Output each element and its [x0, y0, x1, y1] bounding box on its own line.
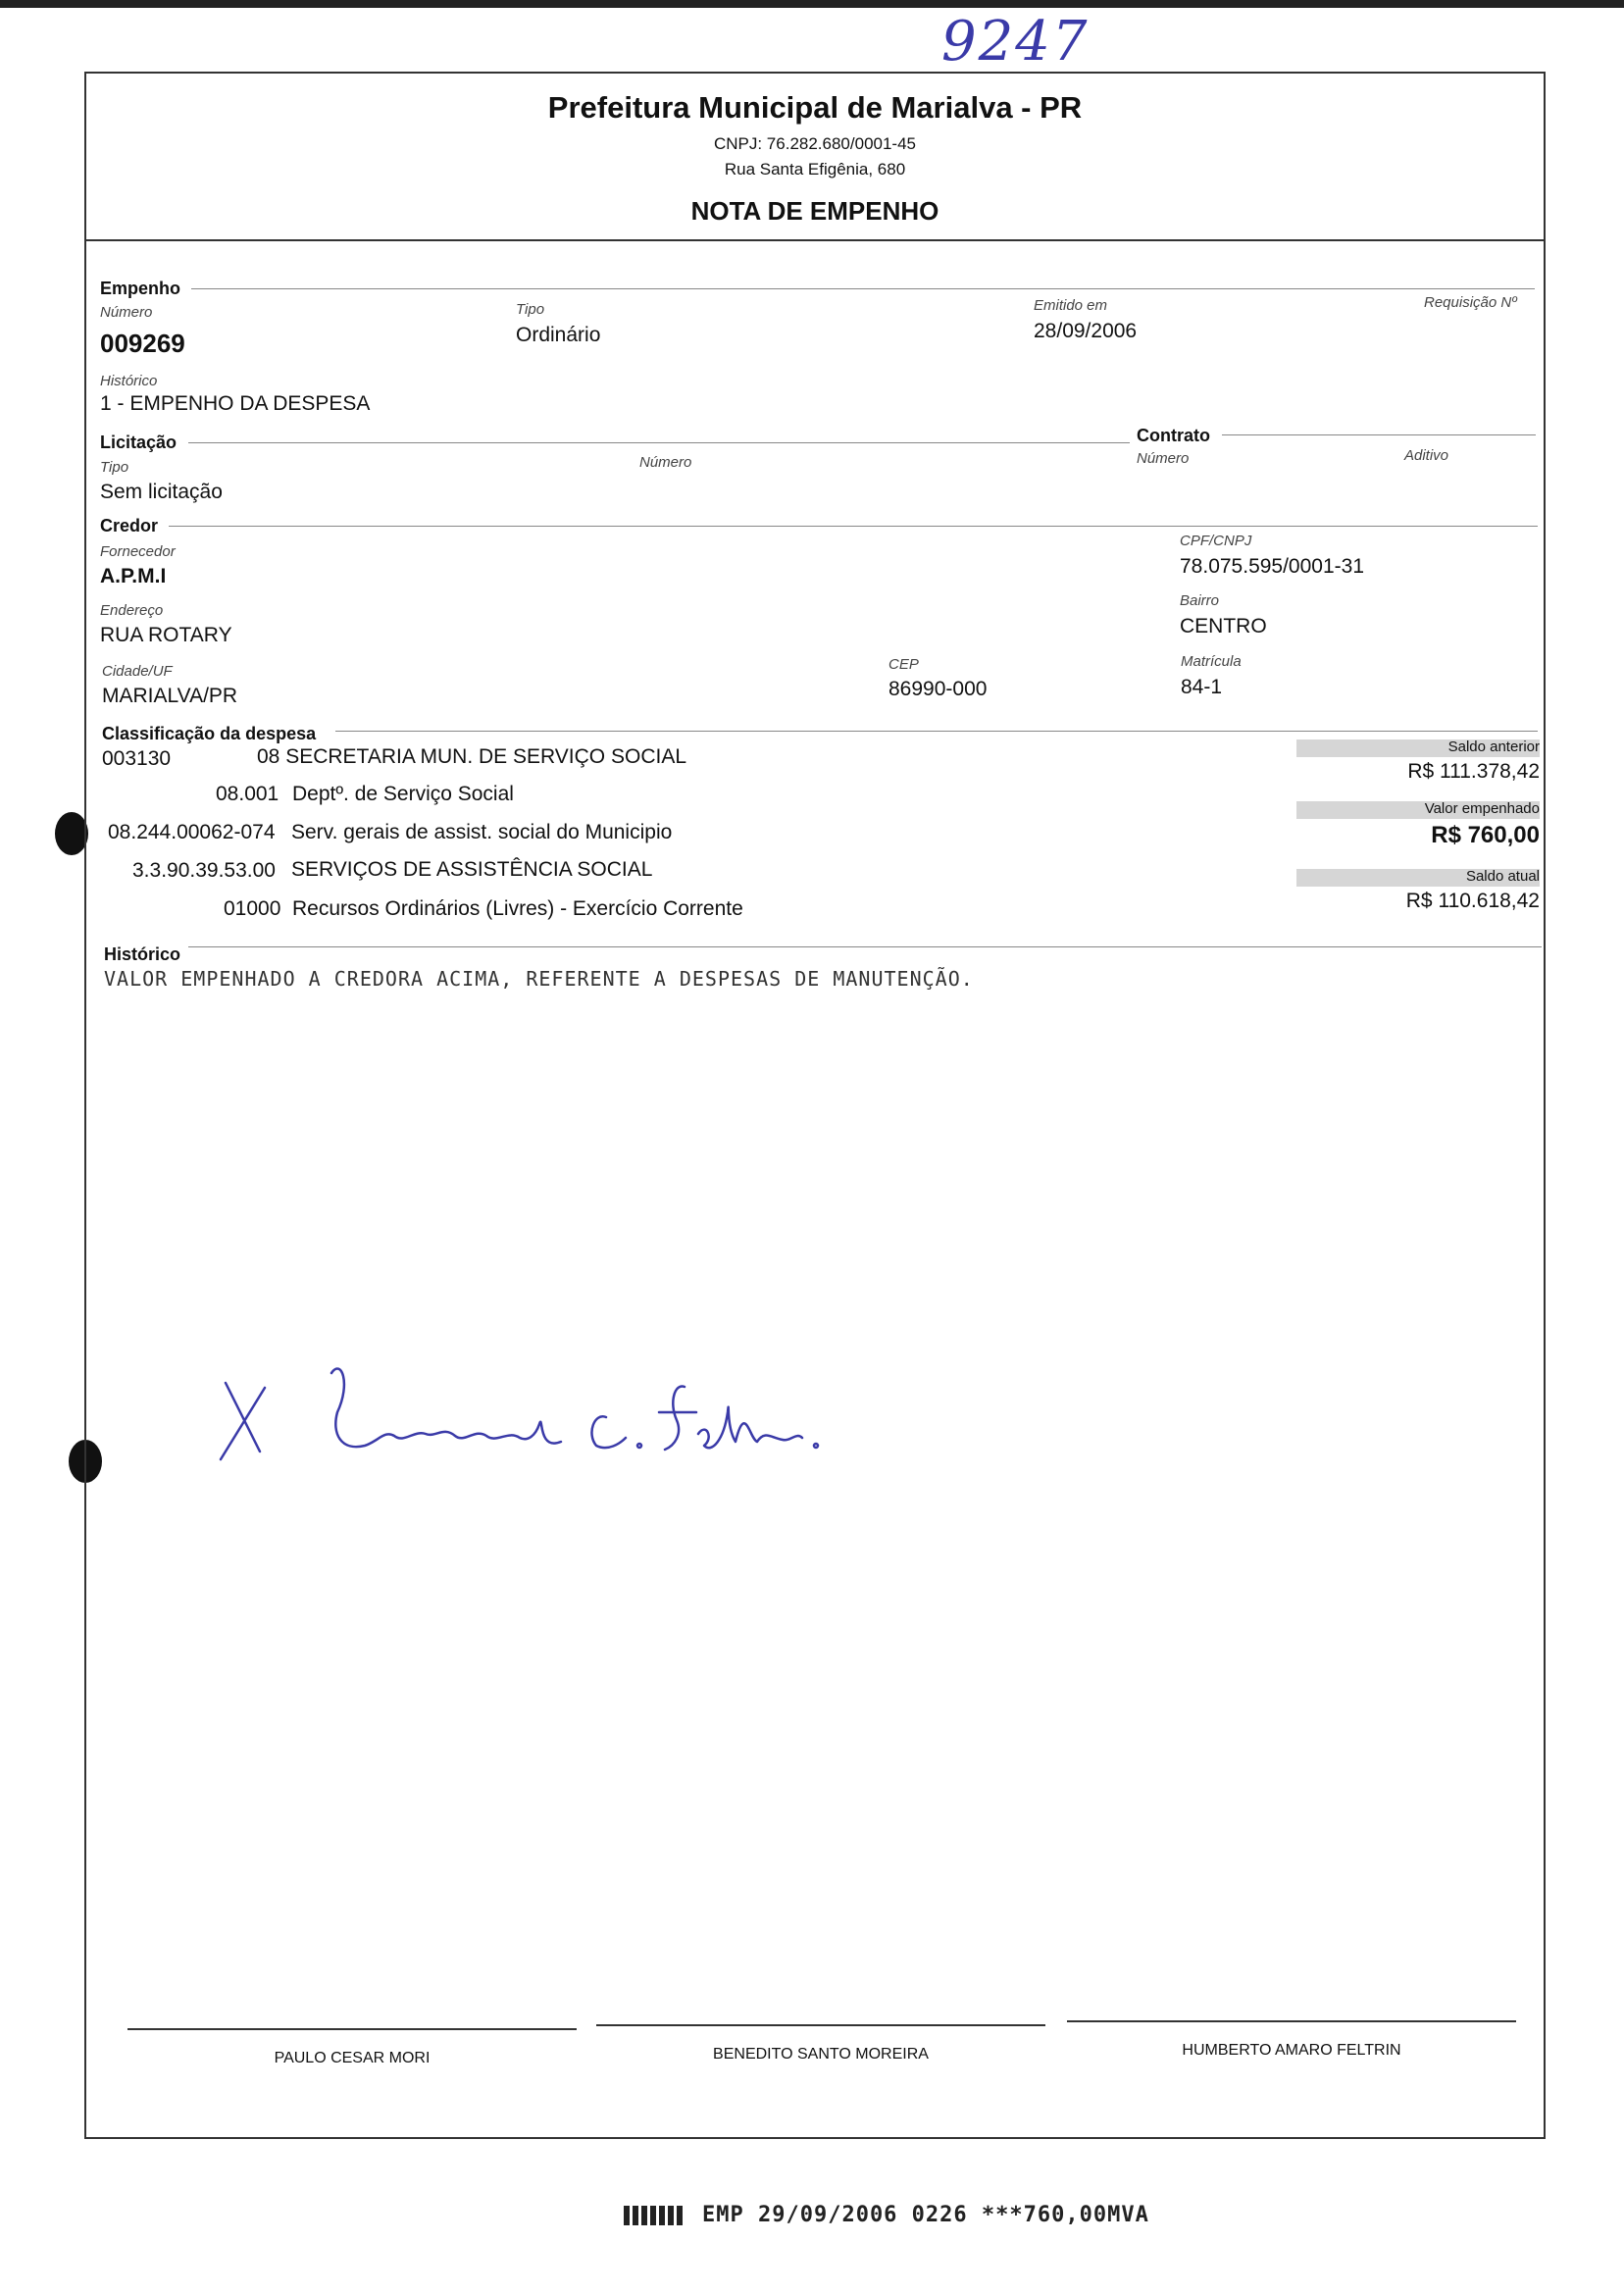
valor-empenhado-label: Valor empenhado	[1424, 800, 1540, 817]
bairro-value: CENTRO	[1180, 615, 1267, 637]
classificacao-desc: Recursos Ordinários (Livres) - Exercício Corrente	[292, 897, 743, 920]
bank-stamp-text: EMP 29/09/2006 0226 ***760,00MVA	[702, 2203, 1149, 2227]
bank-stamp	[624, 2203, 1149, 2227]
section-rule	[335, 731, 1538, 732]
signature-line	[596, 2024, 1045, 2026]
cpf-cnpj-label: CPF/CNPJ	[1180, 533, 1252, 549]
classificacao-desc: 08 SECRETARIA MUN. DE SERVIÇO SOCIAL	[257, 745, 687, 768]
licitacao-tipo-label: Tipo	[100, 459, 129, 476]
endereco-label: Endereço	[100, 602, 164, 619]
contrato-numero-label: Número	[1137, 450, 1190, 467]
endereco-value: RUA ROTARY	[100, 624, 232, 646]
document-title: NOTA DE EMPENHO	[690, 196, 939, 226]
empenho-tipo-label: Tipo	[516, 301, 545, 318]
licitacao-numero-label: Número	[639, 454, 692, 471]
cnpj-line: CNPJ: 76.282.680/0001-45	[713, 134, 917, 153]
scan-top-edge	[0, 0, 1624, 8]
classificacao-desc: SERVIÇOS DE ASSISTÊNCIA SOCIAL	[291, 858, 653, 881]
empenho-section-title: Empenho	[100, 279, 181, 298]
cep-value: 86990-000	[888, 678, 988, 700]
emitido-label: Emitido em	[1034, 297, 1108, 314]
saldo-anterior-value: R$ 111.378,42	[1407, 760, 1540, 783]
classificacao-code: 003130	[102, 747, 172, 770]
classificacao-code: 08.244.00062-074	[108, 821, 276, 843]
contrato-section-title: Contrato	[1137, 426, 1210, 445]
binder-hole	[55, 812, 88, 855]
signature-line	[1067, 2020, 1516, 2022]
handwritten-signature	[216, 1344, 843, 1481]
empenho-numero: 009269	[100, 329, 185, 358]
section-rule	[169, 526, 1538, 527]
classificacao-code: 01000	[224, 897, 281, 920]
signatory-name: BENEDITO SANTO MOREIRA	[713, 2046, 929, 2063]
fornecedor-name: A.P.M.I	[100, 565, 167, 587]
address-line: Rua Santa Efigênia, 680	[724, 160, 906, 178]
section-rule	[188, 946, 1542, 947]
historico-section-title: Histórico	[104, 944, 181, 964]
historico-text: VALOR EMPENHADO A CREDORA ACIMA, REFERENTE A DESPESAS DE MANUTENÇÃO.	[104, 967, 974, 991]
valor-empenhado-value: R$ 760,00	[1431, 822, 1540, 848]
emitido-date: 28/09/2006	[1034, 320, 1138, 342]
contrato-aditivo-label: Aditivo	[1404, 447, 1449, 464]
bairro-label: Bairro	[1180, 592, 1220, 609]
matricula-label: Matrícula	[1181, 653, 1242, 670]
signatory-name: PAULO CESAR MORI	[274, 2050, 431, 2066]
cidade-label: Cidade/UF	[102, 663, 173, 680]
empenho-historico-label: Histórico	[100, 373, 158, 389]
signatory-name: HUMBERTO AMARO FELTRIN	[1182, 2042, 1401, 2059]
licitacao-section-title: Licitação	[100, 433, 178, 452]
classificacao-desc: Deptº. de Serviço Social	[292, 783, 514, 805]
saldo-atual-label: Saldo atual	[1465, 868, 1540, 885]
saldo-anterior-label: Saldo anterior	[1447, 739, 1540, 755]
document-frame	[84, 72, 1546, 2139]
empenho-tipo: Ordinário	[516, 324, 601, 346]
cep-label: CEP	[888, 656, 919, 673]
classificacao-code: 3.3.90.39.53.00	[132, 859, 276, 882]
matricula-value: 84-1	[1181, 676, 1223, 698]
fornecedor-label: Fornecedor	[100, 543, 176, 560]
requisicao-label: Requisição Nº	[1424, 294, 1517, 311]
header-divider	[84, 239, 1546, 241]
section-rule	[191, 288, 1535, 289]
page-title: Prefeitura Municipal de Marialva - PR	[547, 90, 1083, 125]
empenho-numero-label: Número	[100, 304, 153, 321]
classificacao-code: 08.001	[216, 783, 279, 805]
empenho-historico: 1 - EMPENHO DA DESPESA	[100, 392, 371, 415]
section-rule	[1222, 434, 1536, 435]
cpf-cnpj-value: 78.075.595/0001-31	[1180, 555, 1365, 578]
licitacao-tipo: Sem licitação	[100, 481, 223, 503]
cidade-value: MARIALVA/PR	[102, 685, 238, 707]
classificacao-desc: Serv. gerais de assist. social do Municipio	[291, 821, 673, 843]
classificacao-section-title: Classificação da despesa	[102, 724, 317, 743]
handwritten-page-number: 9247	[941, 10, 1090, 74]
saldo-atual-value: R$ 110.618,42	[1405, 890, 1540, 912]
credor-section-title: Credor	[100, 516, 159, 535]
signature-line	[127, 2028, 577, 2030]
section-rule	[188, 442, 1130, 443]
bank-logo-icon	[624, 2206, 683, 2225]
